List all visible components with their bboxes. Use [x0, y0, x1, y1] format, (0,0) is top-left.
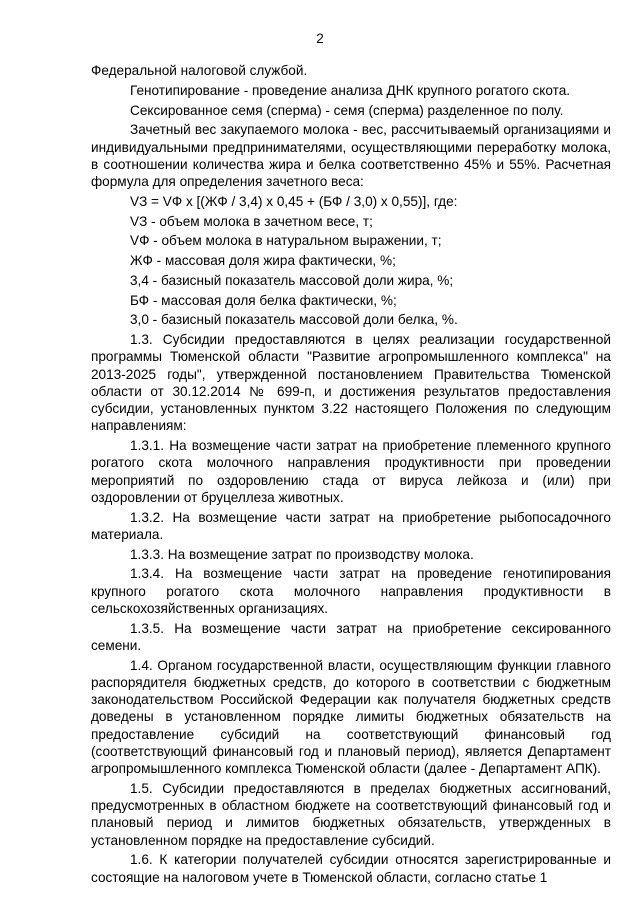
clause-1-3-4: 1.3.4. На возмещение части затрат на проведение генотипирования крупного рогатого скота молочного направления продуктивности в сельскохозяйственных организациях. [91, 566, 611, 616]
document-body [91, 62, 611, 886]
formula-term: 3,0 - базисный показатель массовой доли белка, %. [130, 312, 458, 328]
clause-1-3-1: 1.3.1. На возмещение части затрат на приобретение племенного крупного рогатого скота молочного направления продуктивности при проведении мероприятий по оздоровлению стада от вируса лейкоза и (или) при оздоровлении от бруцеллеза животных. [91, 438, 611, 505]
definition-credited-weight: Зачетный вес закупаемого молока - вес, рассчитываемый организациями и индивидуальными предпринимателями, осуществляющими переработку молока, в соотношении количества жира и белка соответственно 45% и 55%. Расчетная формула для определения зачетного веса: [91, 122, 611, 189]
formula-term: БФ - массовая доля белка фактически, %; [130, 292, 397, 308]
formula-term: ЖФ - массовая доля жира фактически, %; [130, 253, 396, 268]
formula-term: VФ - объем молока в натуральном выражении, т; [130, 233, 442, 249]
clause-1-3-5: 1.3.5. На возмещение части затрат на приобретение сексированного семени. [91, 620, 611, 653]
definition-sexed-semen: Сексированное семя (сперма) - семя (сперма) разделенное по полу. [130, 102, 564, 118]
formula-term: VЗ - объем молока в зачетном весе, т; [130, 213, 373, 229]
formula-term: 3,4 - базисный показатель массовой доли жира, %; [130, 272, 454, 288]
clause-1-3-2: 1.3.2. На возмещение части затрат на приобретение рыбопосадочного материала. [91, 509, 611, 542]
clause-1-6: 1.6. К категории получателей субсидии относятся зарегистрированные и состоящие на налоговом учете в Тюменской области, согласно статье 1 [91, 852, 611, 885]
formula-line: VЗ = VФ х [(ЖФ / 3,4) х 0,45 + (БФ / 3,0) х 0,55)], где: [130, 193, 458, 209]
clause-1-5: 1.5. Субсидии предоставляются в пределах бюджетных ассигнований, предусмотренных в областном бюджете на соответствующий финансовый год и плановый период и лимитов бюджетных обязательств, утвержденных в установленном порядке на предоставление субсидий. [91, 780, 611, 848]
clause-1-3-3: 1.3.3. На возмещение затрат по производству молока. [130, 546, 474, 562]
clause-1-4: 1.4. Органом государственной власти, осуществляющим функции главного распорядителя бюджетных средств, до которого в соответствии с бюджетным законодательством Российской Федерации как получателя бюджетных средств доведены в установленном порядке лимиты бюджетных обязательств на предоставление субсидий на соответствующий финансовый год (соответствующий финансовый год и плановый период), является Департамент агропромышленного комплекса Тюменской области (далее - Департамент АПК). [91, 657, 611, 776]
paragraph-continuation: Федеральной налоговой службой. [91, 63, 308, 78]
clause-1-3: 1.3. Субсидии предоставляются в целях реализации государственной программы Тюменской области "Развитие агропромышленного комплекса" на 2013-2025 годы", утвержденной постановлением Правительства Тюменской области от 30.12.2014 № 699-п, и достижения результатов предоставления субсидии, установленных пунктом 3.22 настоящего Положения по следующим направлениям: [91, 332, 611, 434]
page-number: 2 [316, 31, 324, 46]
definition-genotyping: Генотипирование - проведение анализа ДНК крупного рогатого скота. [130, 82, 571, 98]
